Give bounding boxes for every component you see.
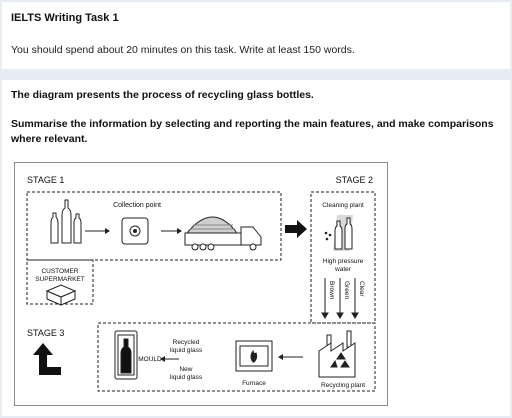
prompt-task-line-1: Summarise the information by selecting and reporting the main features, and make comparisons <box>11 118 494 130</box>
high-pressure-label-line2: water <box>335 266 351 273</box>
collection-bin-icon <box>122 218 148 244</box>
recycling-plant-label: Recycling plant <box>320 382 366 389</box>
truck-icon <box>185 217 261 250</box>
recycling-plant-icon <box>319 331 355 377</box>
mould-bottle-icon <box>115 331 137 379</box>
recycled-glass-label-line2: liquid glass <box>169 347 203 354</box>
task-title: IELTS Writing Task 1 <box>11 12 119 24</box>
stage1-label: STAGE 1 <box>27 175 65 185</box>
new-glass-label-line1: New <box>179 366 193 373</box>
diagram-svg <box>15 163 387 405</box>
task-prompt-panel <box>2 80 510 416</box>
clear-label: Clear <box>358 281 365 297</box>
high-pressure-label-line1: High pressure <box>322 258 364 265</box>
stage3-arrow <box>33 343 61 375</box>
recycling-diagram <box>14 162 388 406</box>
brown-label: Brown <box>328 281 335 300</box>
prompt-description: The diagram presents the process of recycling glass bottles. <box>11 89 314 101</box>
customer-label-line1: CUSTOMER <box>41 268 79 275</box>
cleaning-plant-label: Cleaning plant <box>322 202 364 209</box>
bottles-icon <box>51 200 81 243</box>
stage2-label: STAGE 2 <box>335 175 373 185</box>
customer-label-line2: SUPERMARKET <box>35 276 85 283</box>
cleaning-bottles-icon <box>325 215 353 251</box>
recycled-glass-label-line1: Recycled <box>172 339 200 346</box>
arrow-head-2 <box>177 228 182 234</box>
task-header-panel <box>2 2 510 69</box>
crate-icon <box>47 285 75 305</box>
collection-point-label: Collection point <box>113 202 161 209</box>
arrow-head-3 <box>278 354 283 360</box>
arrow-head-1 <box>105 228 110 234</box>
furnace-icon <box>236 341 272 371</box>
arrow-to-stage2 <box>285 220 307 238</box>
mould-label: MOULD <box>138 356 162 363</box>
furnace-label: Furnace <box>242 380 266 387</box>
color-sort-arrows <box>322 278 358 318</box>
stage3-label: STAGE 3 <box>27 328 65 338</box>
prompt-task-line-2: where relevant. <box>11 133 88 145</box>
green-label: Green <box>343 281 350 300</box>
new-glass-label-line2: liquid glass <box>169 374 203 381</box>
task-instruction: You should spend about 20 minutes on this task. Write at least 150 words. <box>11 44 355 56</box>
